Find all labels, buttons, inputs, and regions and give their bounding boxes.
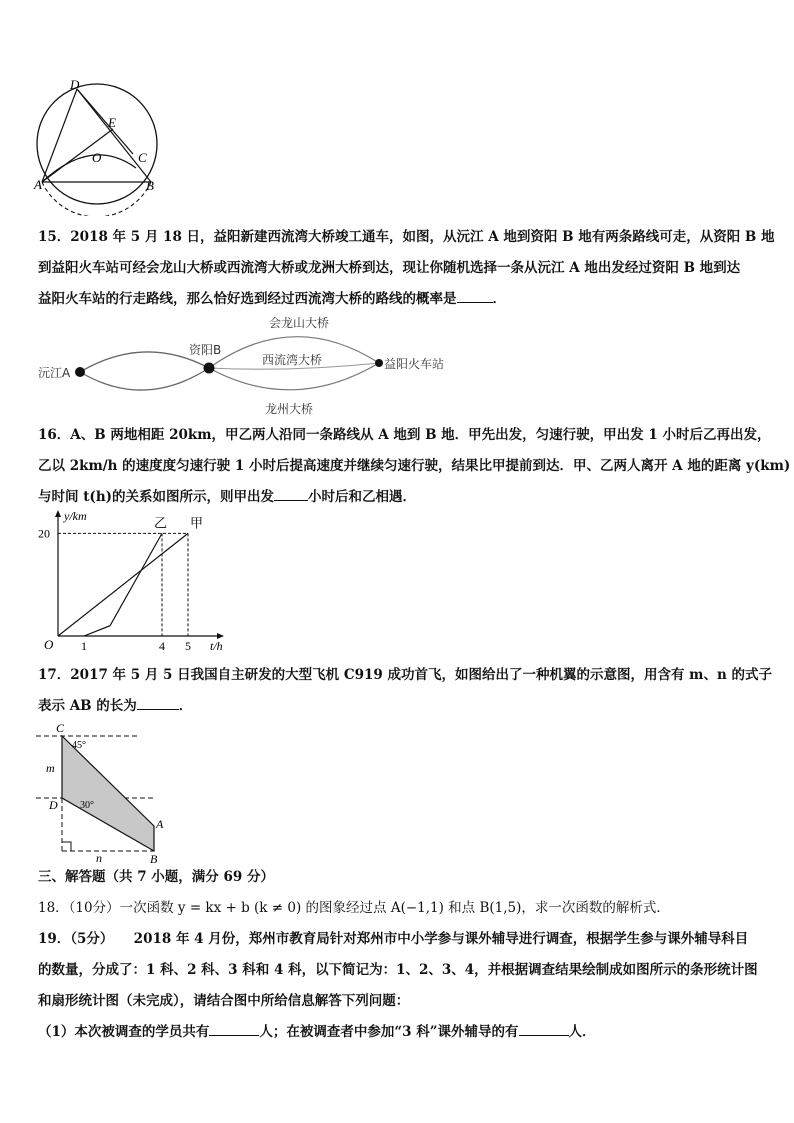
wing-angle-45: 45° <box>72 740 86 751</box>
q16-line1: 16．A、B 两地相距 20km，甲乙两人沿同一条路线从 A 地到 B 地．甲先出发，匀速行驶，甲出发 1 小时后乙再出发， <box>38 427 771 443</box>
answer-blank-19a[interactable] <box>209 1035 259 1036</box>
section-3 <box>38 862 760 1048</box>
label-C: C <box>138 150 147 165</box>
wing-label-D: D <box>49 798 58 812</box>
question-15 <box>38 222 775 315</box>
q17-line2: 表示 AB 的长为 <box>38 698 137 714</box>
q17-line1: 17．2017 年 5 月 5 日我国自主研发的大型飞机 C919 成功首飞，如图给出了一种机翼的示意图，用含有 m、n 的式子 <box>38 667 772 683</box>
answer-blank-15[interactable] <box>457 302 493 303</box>
q18-text: 18．（10分）一次函数 y = kx + b (k ≠ 0) 的图象经过点 A(−1,1) 和点 B(1,5)，求一次函数的解析式． <box>38 900 670 916</box>
series-label-jia: 甲 <box>190 516 204 532</box>
x-tick-5: 5 <box>185 639 191 653</box>
wing-label-n: n <box>96 851 102 865</box>
x-axis-label: t/h <box>210 639 223 653</box>
q16-line3: 与时间 t(h)的关系如图所示，则甲出发 <box>38 489 275 505</box>
question-16 <box>38 420 791 513</box>
route-figure <box>36 312 456 416</box>
q19-line2: 的数量，分成了：1 科、2 科、3 科和 4 科，以下简记为：1、2、3、4，并根据调查结果绘制成如图所示的条形统计图 <box>38 962 758 978</box>
q15-line3: 益阳火车站的行走路线，那么恰好选到经过西流湾大桥的路线的概率是 <box>38 291 457 307</box>
label-D: D <box>70 77 80 92</box>
q15-line2: 到益阳火车站可经会龙山大桥或西流湾大桥或龙洲大桥到达，现让你随机选择一条从沅江 A 地出发经过资阳 B 地到达 <box>38 260 741 276</box>
x-tick-4: 4 <box>159 639 165 653</box>
question-17 <box>38 660 772 722</box>
point-label-B: 资阳B <box>189 343 222 357</box>
bridge-label-mid: 西流湾大桥 <box>262 353 323 367</box>
wing-label-A: A <box>156 817 164 831</box>
q19-line3: 和扇形统计图（未完成），请结合图中所给信息解答下列问题： <box>38 993 410 1009</box>
wing-label-B: B <box>150 852 158 866</box>
wing-figure <box>36 720 176 866</box>
series-label-yi: 乙 <box>154 516 168 532</box>
q19-sub1-c: 人． <box>568 1024 596 1040</box>
answer-blank-17[interactable] <box>137 709 179 710</box>
x-tick-1: 1 <box>81 639 87 653</box>
label-B: B <box>146 178 154 193</box>
q17-line2-end: ． <box>178 698 193 714</box>
y-axis-arrow <box>55 510 61 517</box>
distance-time-chart <box>34 508 234 658</box>
answer-blank-19b[interactable] <box>519 1035 569 1036</box>
label-E: E <box>108 115 116 130</box>
y-tick-20: 20 <box>38 526 50 541</box>
label-A: A <box>34 177 42 192</box>
point-label-station: 益阳火车站 <box>384 357 445 371</box>
origin-label: O <box>44 637 54 652</box>
q19-sub1-b: 人；在被调查者中参加“3 科”课外辅导的有 <box>259 1024 519 1040</box>
q19-sub1-a: （1）本次被调查的学员共有 <box>38 1024 210 1040</box>
y-axis-label: y/km <box>64 509 87 523</box>
series-line-jia <box>58 533 188 636</box>
bridge-label-bottom: 龙州大桥 <box>265 402 314 416</box>
wing-angle-30: 30° <box>80 800 94 811</box>
q15-line1: 15．2018 年 5 月 18 日，益阳新建西流湾大桥竣工通车，如图，从沅江 A 地到资阳 B 地有两条路线可走，从资阳 B 地 <box>38 229 775 245</box>
point-label-A: 沅江A <box>38 366 71 380</box>
q16-line2: 乙以 2km/h 的速度度匀速行驶 1 小时后提高速度并继续匀速行驶，结果比甲提前到达．甲、乙两人离开 A 地的距离 y(km) <box>38 458 791 474</box>
q16-line3-end: 小时后和乙相遇． <box>308 489 417 505</box>
section-3-heading: 三、解答题（共 7 小题，满分 69 分） <box>38 869 274 885</box>
answer-blank-16[interactable] <box>274 500 308 501</box>
bridge-label-top: 会龙山大桥 <box>269 316 330 330</box>
q15-line3-end: ． <box>492 291 506 307</box>
wing-label-m: m <box>46 761 55 775</box>
q19-line1: 19．（5分） 2018 年 4 月份，郑州市教育局针对郑州市中小学参与课外辅导进行调查，根据学生参与课外辅导科目 <box>38 931 749 947</box>
label-O: O <box>92 150 102 165</box>
wing-label-C: C <box>56 721 65 735</box>
circle-figure <box>30 76 170 216</box>
